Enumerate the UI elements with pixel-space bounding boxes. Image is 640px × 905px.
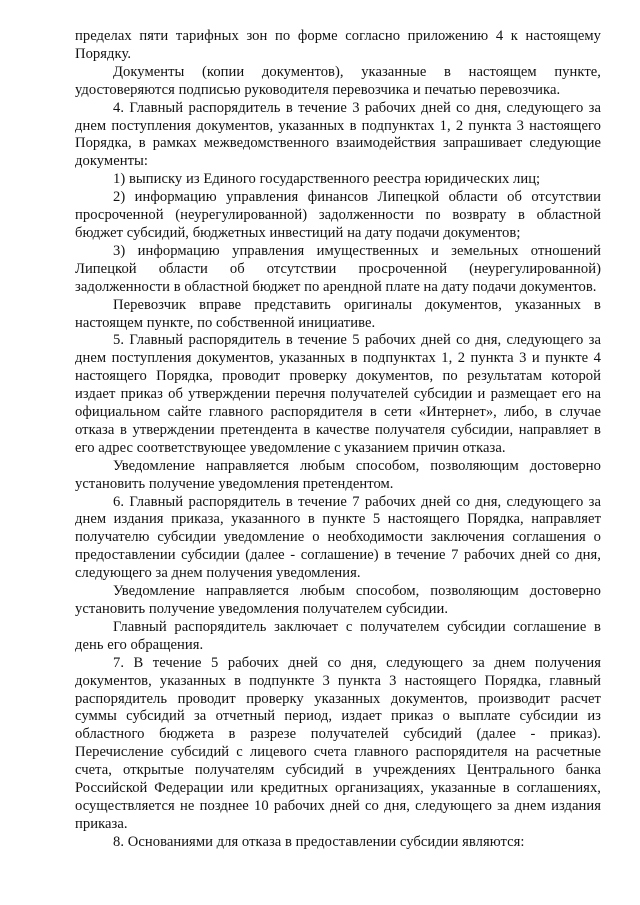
paragraph-subitem-1: 1) выписку из Единого государственного реестра юридических лиц; (113, 171, 541, 188)
document-body (75, 28, 601, 852)
paragraph-item-6: 6. Главный распорядитель в течение 7 рабочих дней со дня, следующего за днем издания приказа, указанного в пункте 5 настоящего Порядка, направляет получателю субсидии уведомление о необходимости заключения соглашения о предоставлении субсидии (далее - соглашение) в течение 7 рабочих дней со дня, следующего за днем получения уведомления. (75, 493, 601, 582)
paragraph-notification-recipient: Уведомление направляется любым способом, позволяющим достоверно установить получение уведомления получателем субсидии. (75, 583, 601, 617)
paragraph-subitem-2: 2) информацию управления финансов Липецкой области об отсутствии просроченной (неурегулированной) задолженности по возврату в областной бюджет субсидий, бюджетных инвестиций на дату подачи документов; (75, 189, 601, 241)
paragraph-documents-certification: Документы (копии документов), указанные в настоящем пункте, удостоверяются подписью руководителя перевозчика и печатью перевозчика. (75, 63, 601, 98)
paragraph-originals-right: Перевозчик вправе представить оригиналы документов, указанных в настоящем пункте, по собственной инициативе. (75, 296, 601, 331)
paragraph-continuation: пределах пяти тарифных зон по форме согласно приложению 4 к настоящему Порядку. (75, 28, 601, 62)
paragraph-agreement-conclusion: Главный распорядитель заключает с получателем субсидии соглашение в день его обращения. (75, 618, 601, 653)
paragraph-notification-candidate: Уведомление направляется любым способом, позволяющим достоверно установить получение уведомления претендентом. (75, 457, 601, 492)
paragraph-subitem-3: 3) информацию управления имущественных и земельных отношений Липецкой области об отсутствии просроченной (неурегулированной) задолженности в областной бюджет по арендной плате на дату подачи документов. (75, 242, 601, 295)
paragraph-item-4: 4. Главный распорядитель в течение 3 рабочих дней со дня, следующего за днем поступления документов, указанных в подпунктах 1, 2 пункта 3 настоящего Порядка, в рамках межведомственного взаимодействия запрашивает следующие документы: (75, 99, 601, 170)
paragraph-item-8: 8. Основаниями для отказа в предоставлении субсидии являются: (113, 833, 525, 850)
paragraph-item-5: 5. Главный распорядитель в течение 5 рабочих дней со дня, следующего за днем поступления документов, указанных в подпунктах 1, 2 пункта 3 и пункте 4 настоящего Порядка, проводит проверку документов, по результатам которой издает приказ об утверждении перечня получателей субсидии и размещает его на официальном сайте главного распорядителя в сети «Интернет», либо, в случае отказа в утверждении претендента в качестве получателя субсидии, направляет в его адрес соответствующее уведомление с указанием причин отказа. (75, 332, 601, 456)
paragraph-item-7: 7. В течение 5 рабочих дней со дня, следующего за днем получения документов, указанных в подпункте 3 пункта 3 настоящего Порядка, главный распорядитель проводит проверку указанных документов, производит расчет суммы субсидий за отчетный период, издает приказ о выплате субсидии из областного бюджета в разрезе получателей субсидий (далее - приказ). Перечисление субсидий с лицевого счета главного распорядителя на расчетные счета, открытые получателям субсидий в учреждениях Центрального банка Российской Федерации или кредитных организациях, указанные в соглашениях, осуществляется не позднее 10 рабочих дней со дня, следующего за днем издания приказа. (75, 654, 601, 832)
